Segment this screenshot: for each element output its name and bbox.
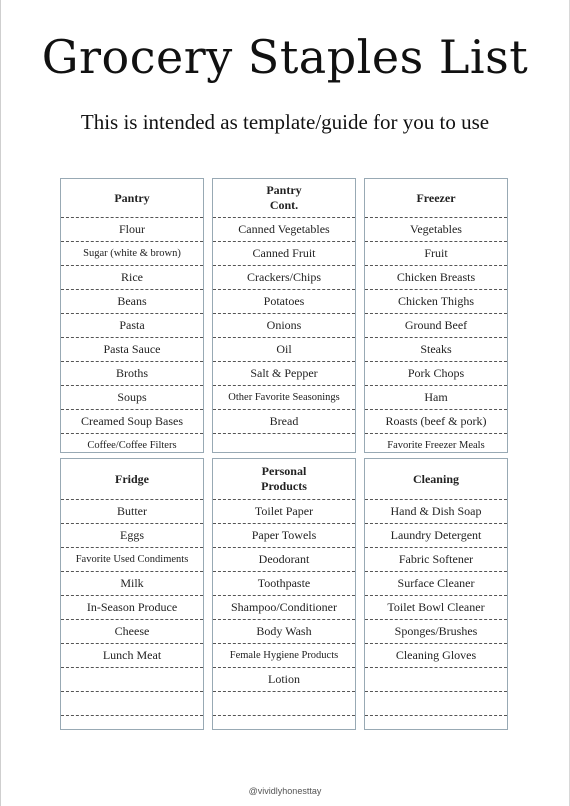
list-item: Soups xyxy=(61,386,203,410)
list-item xyxy=(365,668,507,692)
list-item: Pork Chops xyxy=(365,362,507,386)
list-item: Toothpaste xyxy=(213,572,355,596)
list-item: Sugar (white & brown) xyxy=(61,242,203,266)
list-item: Milk xyxy=(61,572,203,596)
list-item: Hand & Dish Soap xyxy=(365,500,507,524)
section-heading: Pantry xyxy=(61,179,203,218)
footer-handle: @vividlyhonesttay xyxy=(248,786,322,796)
list-item: Ham xyxy=(365,386,507,410)
fridge-section xyxy=(60,458,204,730)
list-item: Bread xyxy=(213,410,355,434)
list-item: Canned Vegetables xyxy=(213,218,355,242)
pantry-section xyxy=(60,178,204,453)
cleaning-section xyxy=(364,458,508,730)
list-item: Pasta Sauce xyxy=(61,338,203,362)
list-item: Body Wash xyxy=(213,620,355,644)
list-item xyxy=(365,692,507,716)
section-heading-line1: Pantry xyxy=(266,183,302,197)
list-item: Chicken Breasts xyxy=(365,266,507,290)
list-item: Potatoes xyxy=(213,290,355,314)
list-item xyxy=(61,716,203,739)
list-item: Surface Cleaner xyxy=(365,572,507,596)
list-item: Laundry Detergent xyxy=(365,524,507,548)
list-item: Steaks xyxy=(365,338,507,362)
pantry-item-list xyxy=(61,218,203,457)
cleaning-item-list xyxy=(365,500,507,739)
list-item: Roasts (beef & pork) xyxy=(365,410,507,434)
list-item xyxy=(213,434,355,457)
list-item: Deodorant xyxy=(213,548,355,572)
list-item: Female Hygiene Products xyxy=(213,644,355,668)
list-item: Toilet Paper xyxy=(213,500,355,524)
list-item: Lotion xyxy=(213,668,355,692)
section-heading-line1: Personal xyxy=(261,464,307,478)
section-heading xyxy=(213,179,355,218)
list-item: Broths xyxy=(61,362,203,386)
list-item xyxy=(61,692,203,716)
page-subtitle: This is intended as template/guide for you to use xyxy=(80,110,490,134)
page-title: Grocery Staples List xyxy=(41,30,529,84)
list-item xyxy=(365,716,507,739)
list-item: Oil xyxy=(213,338,355,362)
list-item: Cleaning Gloves xyxy=(365,644,507,668)
list-item: Chicken Thighs xyxy=(365,290,507,314)
list-item: Onions xyxy=(213,314,355,338)
pantry-cont-item-list xyxy=(213,218,355,457)
list-item: Paper Towels xyxy=(213,524,355,548)
section-heading: Cleaning xyxy=(365,459,507,500)
list-item xyxy=(61,668,203,692)
personal-products-section xyxy=(212,458,356,730)
freezer-section xyxy=(364,178,508,453)
list-item: Toilet Bowl Cleaner xyxy=(365,596,507,620)
list-item: Pasta xyxy=(61,314,203,338)
section-heading-line2: Products xyxy=(261,479,307,493)
pantry-cont-section xyxy=(212,178,356,453)
section-heading xyxy=(213,459,355,500)
list-item: Other Favorite Seasonings xyxy=(213,386,355,410)
list-item: Sponges/Brushes xyxy=(365,620,507,644)
list-item: Beans xyxy=(61,290,203,314)
list-item: Crackers/Chips xyxy=(213,266,355,290)
list-item: In-Season Produce xyxy=(61,596,203,620)
list-item: Favorite Freezer Meals xyxy=(387,440,485,451)
list-item: Shampoo/Conditioner xyxy=(213,596,355,620)
list-item: Creamed Soup Bases xyxy=(61,410,203,434)
list-item xyxy=(213,716,355,739)
freezer-item-list xyxy=(365,218,507,457)
list-item: Cheese xyxy=(61,620,203,644)
list-item: Eggs xyxy=(61,524,203,548)
section-heading-line2: Cont. xyxy=(269,198,299,212)
list-item: Rice xyxy=(61,266,203,290)
list-item: Salt & Pepper xyxy=(213,362,355,386)
section-heading: Fridge xyxy=(61,459,203,500)
list-item: Canned Fruit xyxy=(213,242,355,266)
list-item: Coffee/Coffee Filters xyxy=(87,440,177,451)
list-item: Ground Beef xyxy=(365,314,507,338)
list-item: Favorite Used Condiments xyxy=(61,548,203,572)
list-item: Vegetables xyxy=(365,218,507,242)
list-item xyxy=(213,692,355,716)
list-item: Lunch Meat xyxy=(61,644,203,668)
personal-item-list xyxy=(213,500,355,739)
list-item: Fruit xyxy=(365,242,507,266)
list-item: Fabric Softener xyxy=(365,548,507,572)
fridge-item-list xyxy=(61,500,203,739)
section-heading: Freezer xyxy=(365,179,507,218)
list-item: Flour xyxy=(61,218,203,242)
list-item: Butter xyxy=(61,500,203,524)
